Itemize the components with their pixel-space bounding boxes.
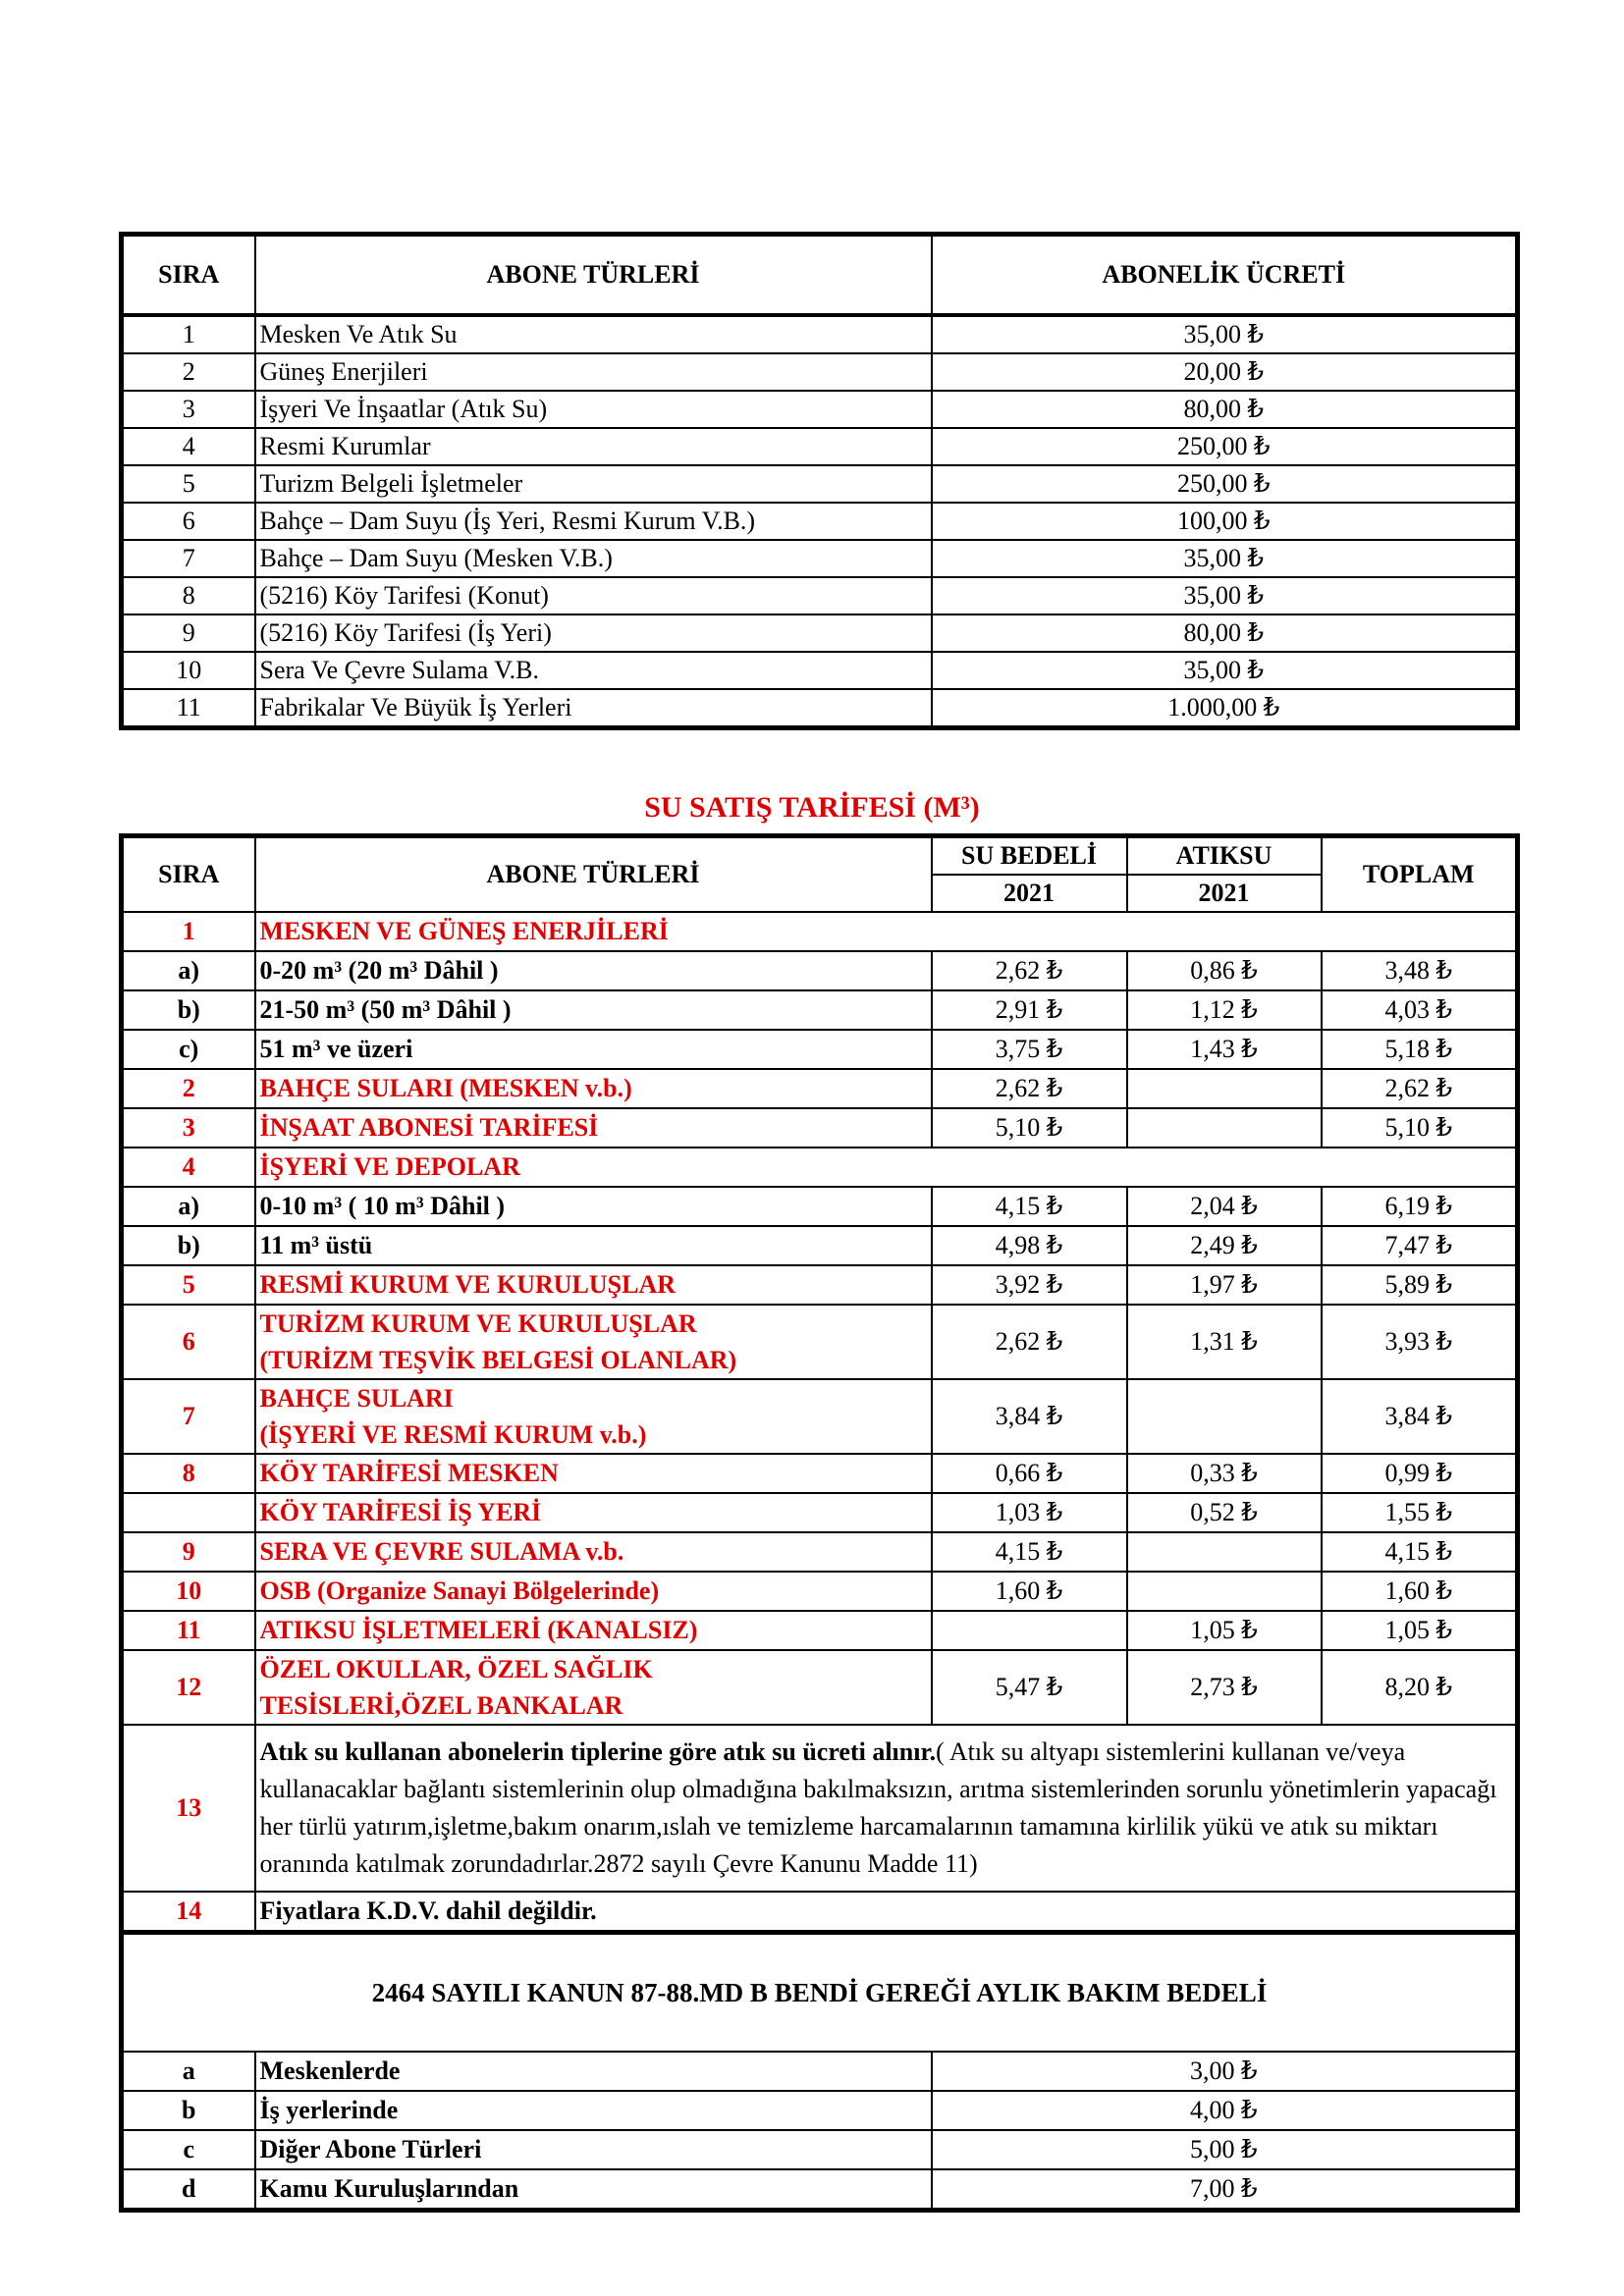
tariff-name (255, 1030, 932, 1069)
row-number: 3 (122, 1108, 255, 1148)
header-abone-turleri: ABONE TÜRLERİ (255, 836, 932, 913)
table-row (122, 1379, 1518, 1454)
table-row (122, 503, 1518, 540)
header-year-su: 2021 (932, 875, 1127, 912)
header-year-atiksu: 2021 (1127, 875, 1322, 912)
subscriber-type: Turizm Belgeli İşletmeler (255, 465, 932, 503)
tariff-name-line1: TURİZM KURUM VE KURULUŞLAR (259, 1309, 697, 1338)
note-13-number: 13 (122, 1725, 255, 1892)
row-number: 4 (122, 428, 255, 465)
wastewater-price (1127, 1379, 1322, 1454)
tariff-name-line1: 0-20 m³ (20 m³ Dâhil ) (259, 956, 499, 985)
subscription-fee-table (119, 232, 1520, 730)
wastewater-price: 0,86 ₺ (1127, 951, 1322, 990)
subscription-fee: 100,00 ₺ (932, 503, 1518, 540)
water-price: 3,84 ₺ (932, 1379, 1127, 1454)
note-13-text (255, 1725, 1518, 1892)
row-number: 3 (122, 391, 255, 428)
tariff-name-line1: KÖY TARİFESİ İŞ YERİ (259, 1498, 542, 1526)
wastewater-price (1127, 1069, 1322, 1108)
note-14-text: Fiyatlara K.D.V. dahil değildir. (255, 1892, 1518, 1933)
water-price: 4,98 ₺ (932, 1226, 1127, 1265)
row-number: b) (122, 990, 255, 1030)
maintenance-fee: 3,00 ₺ (932, 2052, 1518, 2091)
water-price: 0,66 ₺ (932, 1454, 1127, 1493)
header-sira: SIRA (122, 836, 255, 913)
header-sira: SIRA (122, 235, 255, 316)
wastewater-price: 0,52 ₺ (1127, 1493, 1322, 1532)
row-number: 10 (122, 1572, 255, 1611)
tariff-name-line1: KÖY TARİFESİ MESKEN (259, 1459, 559, 1487)
maintenance-type: Kamu Kuruluşlarından (255, 2169, 932, 2211)
water-price: 3,75 ₺ (932, 1030, 1127, 1069)
tariff-name (255, 1650, 932, 1725)
table-row (122, 1030, 1518, 1069)
tariff-name (255, 1493, 932, 1532)
note-13-bold: Atık su kullanan abonelerin tiplerine göre atık su ücreti alınır. (259, 1737, 937, 1766)
row-number: b) (122, 1226, 255, 1265)
wastewater-price: 1,97 ₺ (1127, 1265, 1322, 1305)
subscription-fee: 80,00 ₺ (932, 391, 1518, 428)
water-price: 1,60 ₺ (932, 1572, 1127, 1611)
total-price: 0,99 ₺ (1322, 1454, 1518, 1493)
table-row (122, 1265, 1518, 1305)
row-letter: a (122, 2052, 255, 2091)
table-row (122, 353, 1518, 391)
wastewater-price (1127, 1572, 1322, 1611)
tariff-group-name: İŞYERİ VE DEPOLAR (255, 1148, 1518, 1187)
water-tariff-title: SU SATIŞ TARİFESİ (M³) (644, 791, 980, 824)
tariff-name-line2: (TURİZM TEŞVİK BELGESİ OLANLAR) (259, 1346, 737, 1374)
row-number: 2 (122, 1069, 255, 1108)
water-price: 4,15 ₺ (932, 1187, 1127, 1226)
subscriber-type: Bahçe – Dam Suyu (İş Yeri, Resmi Kurum V.B.) (255, 503, 932, 540)
tariff-name-line1: SERA VE ÇEVRE SULAMA v.b. (259, 1537, 624, 1566)
subscription-fee: 80,00 ₺ (932, 614, 1518, 652)
tariff-name-line1: OSB (Organize Sanayi Bölgelerinde) (259, 1576, 660, 1605)
table-row (122, 540, 1518, 577)
header-su-bedeli: SU BEDELİ (932, 836, 1127, 876)
total-price: 1,05 ₺ (1322, 1611, 1518, 1650)
subscriber-type: Resmi Kurumlar (255, 428, 932, 465)
row-number: 4 (122, 1148, 255, 1187)
table-row (122, 577, 1518, 614)
table-row (122, 465, 1518, 503)
water-price: 5,47 ₺ (932, 1650, 1127, 1725)
maintenance-fee: 4,00 ₺ (932, 2091, 1518, 2130)
tariff-name-line1: 21-50 m³ (50 m³ Dâhil ) (259, 995, 512, 1024)
table-row (122, 2130, 1518, 2169)
note-13-body: ( Atık su altyapı sistemlerini kullanan ve/veya kullanacaklar bağlantı sistemlerinin olup olmadığına bakılmaksızın, arıtma sistemlerinden sorunlu yönetimlerin yapacağı her türlü yatırım,işletme,bakım onarım,ıslah ve temizleme harcamalarının tamamına kirlilik yükü ve atık su miktarı oranında katılmak zorundadırlar.2872 sayılı Çevre Kanunu Madde 11) (259, 1737, 1497, 1878)
total-price: 3,48 ₺ (1322, 951, 1518, 990)
table-row (122, 912, 1518, 951)
subscription-fee: 20,00 ₺ (932, 353, 1518, 391)
row-number: a) (122, 1187, 255, 1226)
total-price: 5,18 ₺ (1322, 1030, 1518, 1069)
table-row (122, 1454, 1518, 1493)
wastewater-price: 2,49 ₺ (1127, 1226, 1322, 1265)
tariff-name (255, 1532, 932, 1572)
tariff-name (255, 1611, 932, 1650)
tariff-name-line2: TESİSLERİ,ÖZEL BANKALAR (259, 1691, 623, 1720)
tariff-name-line1: RESMİ KURUM VE KURULUŞLAR (259, 1270, 677, 1299)
wastewater-price: 1,12 ₺ (1127, 990, 1322, 1030)
subscriber-type: (5216) Köy Tarifesi (Konut) (255, 577, 932, 614)
water-price: 5,10 ₺ (932, 1108, 1127, 1148)
total-price: 6,19 ₺ (1322, 1187, 1518, 1226)
row-number: 1 (122, 912, 255, 951)
row-number: 9 (122, 614, 255, 652)
tariff-name (255, 1454, 932, 1493)
total-price: 3,84 ₺ (1322, 1379, 1518, 1454)
wastewater-price (1127, 1108, 1322, 1148)
row-number: 12 (122, 1650, 255, 1725)
total-price: 4,03 ₺ (1322, 990, 1518, 1030)
wastewater-price: 1,31 ₺ (1127, 1305, 1322, 1379)
total-price: 5,89 ₺ (1322, 1265, 1518, 1305)
subscriber-type: (5216) Köy Tarifesi (İş Yeri) (255, 614, 932, 652)
total-price: 2,62 ₺ (1322, 1069, 1518, 1108)
table-row (122, 990, 1518, 1030)
tariff-rows (122, 912, 1518, 1725)
row-number: 8 (122, 1454, 255, 1493)
table-row (122, 1650, 1518, 1725)
row-letter: b (122, 2091, 255, 2130)
tariff-name-line1: ÖZEL OKULLAR, ÖZEL SAĞLIK (259, 1655, 653, 1683)
tariff-name-line1: İNŞAAT ABONESİ TARİFESİ (259, 1113, 599, 1142)
table-row (122, 2169, 1518, 2211)
maintenance-fee-notice: 2464 SAYILI KANUN 87-88.MD B BENDİ GEREĞİ AYLIK BAKIM BEDELİ (122, 1933, 1518, 2053)
row-number: 1 (122, 315, 255, 353)
wastewater-price: 2,73 ₺ (1127, 1650, 1322, 1725)
subscriber-type: İşyeri Ve İnşaatlar (Atık Su) (255, 391, 932, 428)
row-number: 11 (122, 1611, 255, 1650)
table-row (122, 1493, 1518, 1532)
water-price: 2,62 ₺ (932, 1069, 1127, 1108)
subscriber-type: Sera Ve Çevre Sulama V.B. (255, 652, 932, 689)
subscription-fee: 250,00 ₺ (932, 428, 1518, 465)
row-number: a) (122, 951, 255, 990)
table-row (122, 1187, 1518, 1226)
table-row (122, 428, 1518, 465)
total-price: 7,47 ₺ (1322, 1226, 1518, 1265)
row-number: 7 (122, 540, 255, 577)
subscriber-type: Mesken Ve Atık Su (255, 315, 932, 353)
header-abonelik-ucreti: ABONELİK ÜCRETİ (932, 235, 1518, 316)
subscription-fee: 35,00 ₺ (932, 652, 1518, 689)
row-number (122, 1493, 255, 1532)
tariff-name (255, 990, 932, 1030)
table-row (122, 652, 1518, 689)
header-toplam: TOPLAM (1322, 836, 1518, 913)
header-atiksu: ATIKSU (1127, 836, 1322, 876)
water-price (932, 1611, 1127, 1650)
wastewater-price: 1,05 ₺ (1127, 1611, 1322, 1650)
header-abone-turleri: ABONE TÜRLERİ (255, 235, 932, 316)
table-row (122, 1572, 1518, 1611)
table-row (122, 2091, 1518, 2130)
subscription-fee-rows (122, 315, 1518, 728)
row-letter: c (122, 2130, 255, 2169)
subscriber-type: Bahçe – Dam Suyu (Mesken V.B.) (255, 540, 932, 577)
row-number: 11 (122, 689, 255, 728)
maintenance-type: Diğer Abone Türleri (255, 2130, 932, 2169)
water-price: 4,15 ₺ (932, 1532, 1127, 1572)
row-number: 5 (122, 465, 255, 503)
table-row (122, 315, 1518, 353)
tariff-name (255, 1379, 932, 1454)
table-row (122, 689, 1518, 728)
total-price: 5,10 ₺ (1322, 1108, 1518, 1148)
tariff-name-line2: (İŞYERİ VE RESMİ KURUM v.b.) (259, 1420, 647, 1449)
water-price: 2,91 ₺ (932, 990, 1127, 1030)
table-row (122, 1611, 1518, 1650)
subscription-fee: 35,00 ₺ (932, 577, 1518, 614)
table-row (122, 1305, 1518, 1379)
wastewater-price: 1,43 ₺ (1127, 1030, 1322, 1069)
maintenance-type: İş yerlerinde (255, 2091, 932, 2130)
row-number: 5 (122, 1265, 255, 1305)
total-price: 8,20 ₺ (1322, 1650, 1518, 1725)
row-number: c) (122, 1030, 255, 1069)
subscription-fee: 250,00 ₺ (932, 465, 1518, 503)
tariff-name (255, 1572, 932, 1611)
tariff-name (255, 1226, 932, 1265)
row-number: 7 (122, 1379, 255, 1454)
tariff-name-line1: BAHÇE SULARI (259, 1384, 454, 1413)
water-price: 3,92 ₺ (932, 1265, 1127, 1305)
tariff-name-line1: 51 m³ ve üzeri (259, 1035, 413, 1063)
wastewater-price: 2,04 ₺ (1127, 1187, 1322, 1226)
table-row (122, 1226, 1518, 1265)
subscriber-type: Güneş Enerjileri (255, 353, 932, 391)
subscription-fee: 35,00 ₺ (932, 540, 1518, 577)
subscriber-type: Fabrikalar Ve Büyük İş Yerleri (255, 689, 932, 728)
note-14-number: 14 (122, 1892, 255, 1933)
maintenance-fee: 7,00 ₺ (932, 2169, 1518, 2211)
water-price: 1,03 ₺ (932, 1493, 1127, 1532)
tariff-name (255, 1108, 932, 1148)
water-price: 2,62 ₺ (932, 1305, 1127, 1379)
row-number: 8 (122, 577, 255, 614)
maintenance-fee-rows (122, 2052, 1518, 2211)
tariff-name-line1: BAHÇE SULARI (MESKEN v.b.) (259, 1074, 632, 1102)
tariff-name (255, 1265, 932, 1305)
table-row (122, 391, 1518, 428)
table-row (122, 1532, 1518, 1572)
row-number: 10 (122, 652, 255, 689)
table-row (122, 2052, 1518, 2091)
wastewater-price (1127, 1532, 1322, 1572)
row-letter: d (122, 2169, 255, 2211)
total-price: 1,60 ₺ (1322, 1572, 1518, 1611)
subscription-fee: 1.000,00 ₺ (932, 689, 1518, 728)
tariff-name-line1: 0-10 m³ ( 10 m³ Dâhil ) (259, 1192, 506, 1220)
water-price: 2,62 ₺ (932, 951, 1127, 990)
total-price: 4,15 ₺ (1322, 1532, 1518, 1572)
table-row (122, 951, 1518, 990)
maintenance-fee: 5,00 ₺ (932, 2130, 1518, 2169)
tariff-name-line1: ATIKSU İŞLETMELERİ (KANALSIZ) (259, 1616, 698, 1644)
row-number: 2 (122, 353, 255, 391)
tariff-name (255, 1305, 932, 1379)
wastewater-price: 0,33 ₺ (1127, 1454, 1322, 1493)
table-row (122, 614, 1518, 652)
water-sales-tariff-table (119, 833, 1520, 2213)
row-number: 6 (122, 503, 255, 540)
tariff-name (255, 1187, 932, 1226)
subscription-fee: 35,00 ₺ (932, 315, 1518, 353)
row-number: 6 (122, 1305, 255, 1379)
tariff-name-line1: 11 m³ üstü (259, 1231, 373, 1259)
total-price: 3,93 ₺ (1322, 1305, 1518, 1379)
row-number: 9 (122, 1532, 255, 1572)
maintenance-type: Meskenlerde (255, 2052, 932, 2091)
tariff-name (255, 951, 932, 990)
table-row (122, 1148, 1518, 1187)
table-row (122, 1108, 1518, 1148)
total-price: 1,55 ₺ (1322, 1493, 1518, 1532)
tariff-group-name: MESKEN VE GÜNEŞ ENERJİLERİ (255, 912, 1518, 951)
tariff-name (255, 1069, 932, 1108)
table-row (122, 1069, 1518, 1108)
